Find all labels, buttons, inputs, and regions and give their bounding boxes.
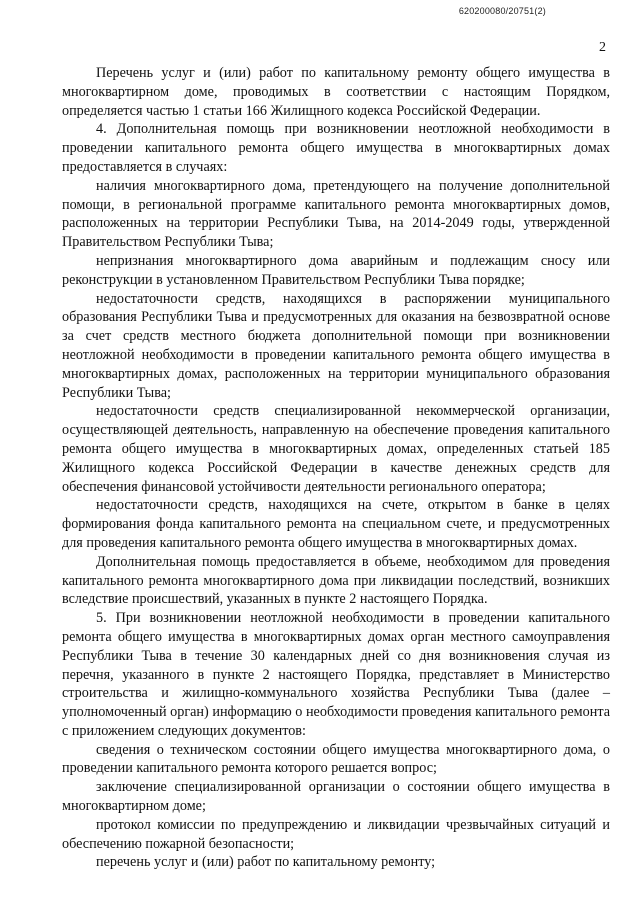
paragraph: недостаточности средств специализированной некоммерческой организации, осуществляющей деятельность, направленную на обеспечение проведения капитального ремонта общего имущества в многоквартирных домах, определенных статьей 185 Жилищного кодекса Российской Федерации в качестве денежных средств для обеспечения финансовой устойчивости деятельности регионального оператора; (62, 403, 610, 495)
paragraph: наличия многоквартирного дома, претендующего на получение дополнительной помощи, в региональной программе капитального ремонта многоквартирных домов, расположенных на территории Республики Тыва, на 2014-2049 годы, утвержденной Правительством Республики Тыва; (62, 177, 610, 251)
paragraph: протокол комиссии по предупреждению и ликвидации чрезвычайных ситуаций и обеспечению пожарной безопасности; (62, 816, 610, 852)
paragraph: 5. При возникновении неотложной необходимости в проведении капитального ремонта общего имущества в многоквартирных домах орган местного самоуправления Республики Тыва в течение 30 календарных дней со дня возникновения случая из перечня, указанного в пункте 2 настоящего Порядка, представляет в Министерство строительства и жилищно-коммунального хозяйства Республики Тыва (далее – уполномоченный орган) информацию о необходимости проведения капитального ремонта с приложением следующих документов: (62, 610, 610, 739)
page-number: 2 (599, 40, 606, 55)
paragraph: Перечень услуг и (или) работ по капитальному ремонту общего имущества в многоквартирном доме, проводимых в соответствии с настоящим Порядком, определяется частью 1 статьи 166 Жилищного кодекса Российской Федерации. (62, 65, 610, 119)
paragraph: недостаточности средств, находящихся в распоряжении муниципального образования Республики Тыва и предусмотренных для оказания на безвозвратной основе за счет средств местного бюджета дополнительной помощи при возникновении неотложной необходимости в проведении капитального ремонта общего имущества в многоквартирных домах, расположенных на территории муниципального образования Республики Тыва; (62, 290, 610, 401)
paragraph: Дополнительная помощь предоставляется в объеме, необходимом для проведения капитального ремонта многоквартирного дома при ликвидации последствий, возникших вследствие происшествий, указанных в пункте 2 настоящего Порядка. (62, 553, 610, 608)
paragraph: перечень услуг и (или) работ по капитальному ремонту; (96, 854, 436, 871)
paragraph: заключение специализированной организации о состоянии общего имущества в многоквартирном доме; (62, 779, 610, 815)
body-text (62, 64, 610, 872)
paragraph: недостаточности средств, находящихся на счете, открытом в банке в целях формирования фонда капитального ремонта на специальном счете, и предусмотренных для проведения капитального ремонта общего имущества в многоквартирных домах. (62, 497, 610, 551)
document-id: 620200080/20751(2) (458, 6, 546, 16)
paragraph: непризнания многоквартирного дома аварийным и подлежащим сносу или реконструкции в установленном Правительством Республики Тыва порядке; (62, 252, 610, 288)
paragraph: сведения о техническом состоянии общего имущества многоквартирного дома, о проведении капитального ремонта которого решается вопрос; (62, 741, 610, 777)
paragraph: 4. Дополнительная помощь при возникновении неотложной необходимости в проведении капитального ремонта общего имущества в многоквартирных домах предоставляется в случаях: (62, 121, 610, 175)
